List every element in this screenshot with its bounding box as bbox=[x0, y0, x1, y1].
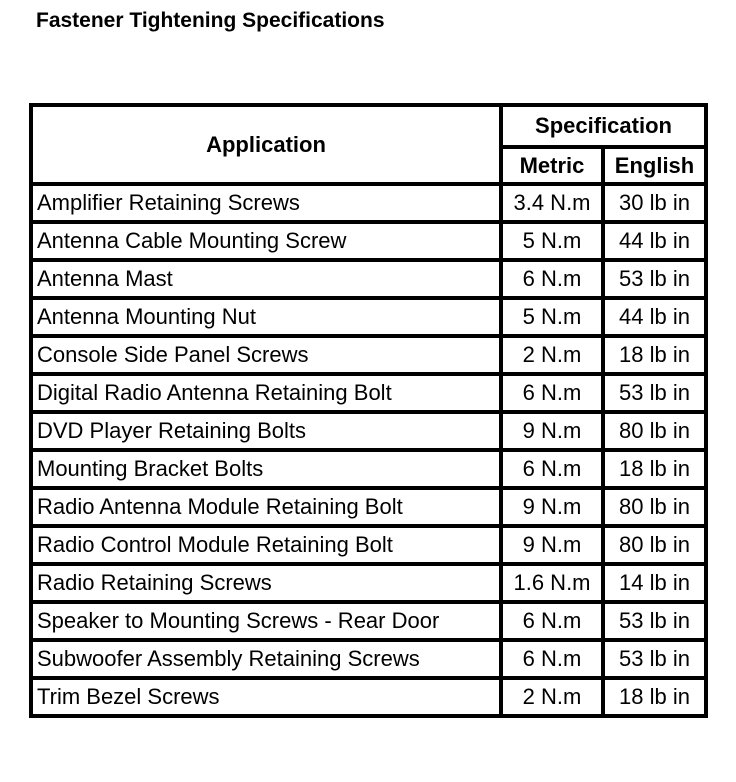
metric-cell: 9 N.m bbox=[501, 412, 603, 450]
application-cell: DVD Player Retaining Bolts bbox=[31, 412, 501, 450]
english-cell: 53 lb in bbox=[603, 602, 706, 640]
english-cell: 44 lb in bbox=[603, 298, 706, 336]
table-row bbox=[31, 640, 706, 678]
metric-header: Metric bbox=[501, 147, 603, 184]
metric-cell: 6 N.m bbox=[501, 602, 603, 640]
english-cell: 53 lb in bbox=[603, 374, 706, 412]
application-cell: Subwoofer Assembly Retaining Screws bbox=[31, 640, 501, 678]
table-row bbox=[31, 564, 706, 602]
application-cell: Antenna Mounting Nut bbox=[31, 298, 501, 336]
metric-cell: 2 N.m bbox=[501, 336, 603, 374]
english-cell: 80 lb in bbox=[603, 488, 706, 526]
english-cell: 18 lb in bbox=[603, 678, 706, 716]
metric-cell: 5 N.m bbox=[501, 222, 603, 260]
metric-cell: 2 N.m bbox=[501, 678, 603, 716]
english-cell: 80 lb in bbox=[603, 526, 706, 564]
table-row bbox=[31, 298, 706, 336]
table-row bbox=[31, 184, 706, 222]
english-cell: 30 lb in bbox=[603, 184, 706, 222]
english-header: English bbox=[603, 147, 706, 184]
application-cell: Radio Control Module Retaining Bolt bbox=[31, 526, 501, 564]
metric-cell: 9 N.m bbox=[501, 488, 603, 526]
application-cell: Trim Bezel Screws bbox=[31, 678, 501, 716]
application-header: Application bbox=[31, 105, 501, 184]
metric-cell: 6 N.m bbox=[501, 640, 603, 678]
application-cell: Speaker to Mounting Screws - Rear Door bbox=[31, 602, 501, 640]
english-cell: 14 lb in bbox=[603, 564, 706, 602]
english-cell: 18 lb in bbox=[603, 336, 706, 374]
metric-cell: 6 N.m bbox=[501, 260, 603, 298]
application-cell: Radio Antenna Module Retaining Bolt bbox=[31, 488, 501, 526]
metric-cell: 3.4 N.m bbox=[501, 184, 603, 222]
english-cell: 53 lb in bbox=[603, 260, 706, 298]
table-row bbox=[31, 678, 706, 716]
application-cell: Console Side Panel Screws bbox=[31, 336, 501, 374]
application-cell: Amplifier Retaining Screws bbox=[31, 184, 501, 222]
table-row bbox=[31, 222, 706, 260]
metric-cell: 1.6 N.m bbox=[501, 564, 603, 602]
application-cell: Digital Radio Antenna Retaining Bolt bbox=[31, 374, 501, 412]
application-cell: Antenna Cable Mounting Screw bbox=[31, 222, 501, 260]
table-row bbox=[31, 602, 706, 640]
metric-cell: 6 N.m bbox=[501, 450, 603, 488]
table-row bbox=[31, 488, 706, 526]
application-cell: Antenna Mast bbox=[31, 260, 501, 298]
english-cell: 44 lb in bbox=[603, 222, 706, 260]
page-title: Fastener Tightening Specifications bbox=[36, 9, 385, 32]
metric-cell: 5 N.m bbox=[501, 298, 603, 336]
table-row bbox=[31, 336, 706, 374]
table-row bbox=[31, 260, 706, 298]
application-cell: Mounting Bracket Bolts bbox=[31, 450, 501, 488]
table-row bbox=[31, 450, 706, 488]
header-row bbox=[31, 105, 706, 147]
english-cell: 53 lb in bbox=[603, 640, 706, 678]
table-row bbox=[31, 412, 706, 450]
english-cell: 18 lb in bbox=[603, 450, 706, 488]
table-row bbox=[31, 526, 706, 564]
spec-table bbox=[29, 103, 708, 718]
application-cell: Radio Retaining Screws bbox=[31, 564, 501, 602]
english-cell: 80 lb in bbox=[603, 412, 706, 450]
metric-cell: 9 N.m bbox=[501, 526, 603, 564]
table-row bbox=[31, 374, 706, 412]
metric-cell: 6 N.m bbox=[501, 374, 603, 412]
specification-header: Specification bbox=[501, 105, 706, 147]
